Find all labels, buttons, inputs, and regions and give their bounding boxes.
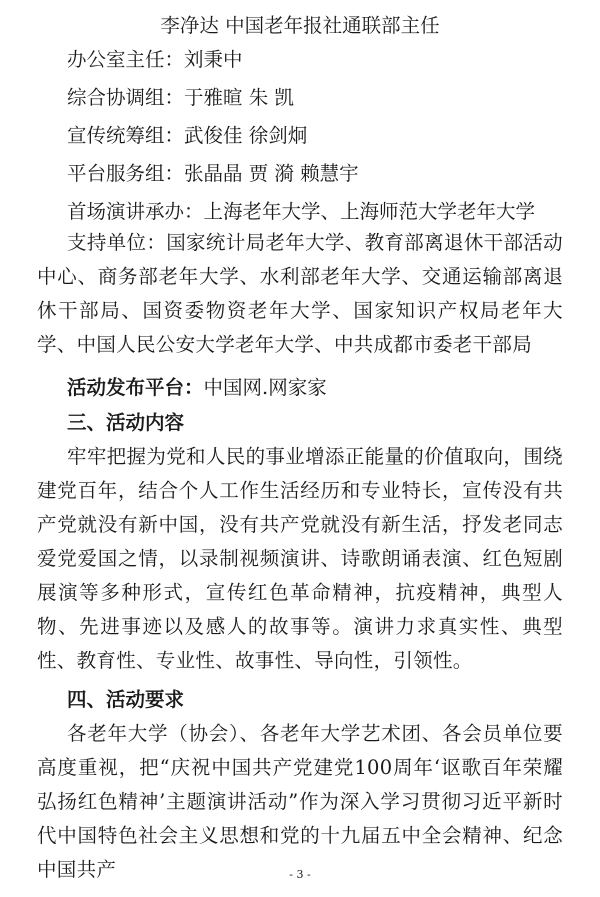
publish-platform (37, 374, 600, 402)
first-venue: 首场演讲承办：上海老年大学、上海师范大学老年大学 (67, 200, 536, 223)
section-3-body: 牢牢把握为党和人民的事业增添正能量的价值取向，围绕建党百年，结合个人工作生活经历和专业特长，宣传没有共产党就没有新中国，没有共产党就没有新生活，抒发老同志爱党爱国之情，以录制视频演讲、诗歌朗诵表演、红色短剧展演等多种形式，宣传红色革命精神，抗疫精神，典型人物、先进事迹以及感人的故事等。演讲力求真实性、典型性、教育性、专业性、故事性、导向性，引领性。 (37, 445, 563, 672)
page-number: - 3 - (289, 868, 311, 881)
office-director: 办公室主任：刘秉中 (67, 48, 243, 71)
supporters-paragraph: 支持单位：国家统计局老年大学、教育部离退休干部活动中心、商务部老年大学、水利部老年大学、交通运输部离退休干部局、国资委物资老年大学、国家知识产权局老年大学、中国人民公安大学老年大学、中共成都市委老干部局 (37, 231, 563, 356)
section-4-title: 四、活动要求 (67, 688, 185, 711)
publicity-group: 宣传统筹组：武俊佳 徐剑炯 (67, 124, 308, 147)
publish-platform-value: 中国网.网家家 (203, 376, 327, 399)
publish-platform-label: 活动发布平台： (67, 376, 204, 399)
header-line: 李净达 中国老年报社通联部主任 (160, 14, 440, 37)
platform-service-group: 平台服务组：张晶晶 贾 漪 赖慧宇 (67, 162, 359, 185)
section-3-title: 三、活动内容 (67, 411, 185, 434)
coordination-group: 综合协调组：于雅暄 朱 凯 (67, 86, 294, 109)
section-4-body: 各老年大学（协会）、各老年大学艺术团、各会员单位要高度重视，把“庆祝中国共产党建党100周年‘讴歌百年荣耀 弘扬红色精神’主题演讲活动”作为深入学习贯彻习近平新时代中国特色社会主义思想和党的十九届五中全会精神、纪念中国共产 (37, 722, 563, 881)
